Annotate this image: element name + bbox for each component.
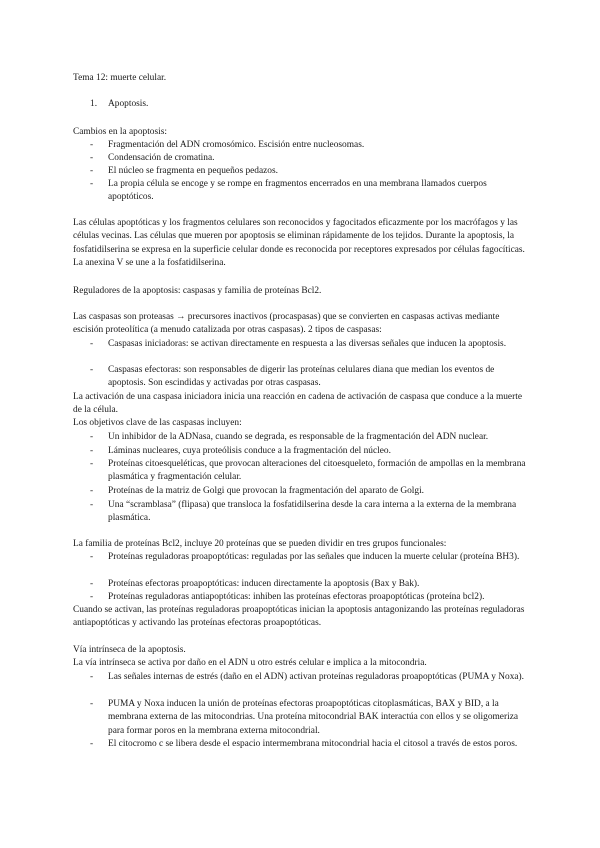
list-item-text: Proteínas efectoras proapoptóticas: inducen directamente la apoptosis (Bax y Bak).: [108, 579, 420, 589]
bullet-dash: -: [90, 739, 94, 749]
section-number: 1.: [90, 99, 98, 109]
bullet-dash: -: [90, 592, 94, 602]
list-item-text: Condensación de cromatina.: [108, 153, 215, 163]
bullet-dash: -: [90, 432, 94, 442]
paragraph-caspasas: Las caspasas son proteasas → precursores inactivos (procaspasas) que se convierten en caspasas activas mediante escisión proteolítica (a menudo catalizada por otras caspasas). 2 tipos de caspasas:: [73, 312, 500, 336]
bullet-dash: -: [90, 446, 94, 456]
list-item-text: Caspasas iniciadoras: se activan directamente en respuesta a las diversas señales que inducen la apoptosis.: [108, 339, 507, 349]
paragraph-activacion: La activación de una caspasa iniciadora inicia una reacción en cadena de activación de caspasa que conduce a la muerte de la célula.: [73, 392, 522, 416]
bullet-dash: -: [90, 459, 94, 469]
paragraph-fagocitosis: Las células apoptóticas y los fragmentos celulares son reconocidos y fagocitados eficazmente por los macrófagos y las células vecinas. Las células que mueren por apoptosis se eliminan rápidamente de los tejidos. Durante la apoptosis, la fosfatidilserina se expresa en la superficie celular donde es reconocida por receptores expresados por células fagocíticas. La anexina V se une a la fosfatidilserina.: [73, 218, 525, 269]
section-apoptosis: [90, 98, 148, 111]
bullet-dash: -: [90, 699, 94, 709]
list-item-text: Caspasas efectoras: son responsables de digerir las proteínas celulares diana que median los eventos de apoptosis. Son escindidas y activadas por otras caspasas.: [108, 365, 495, 389]
list-item-text: PUMA y Noxa inducen la unión de proteínas efectoras proapoptóticas citoplasmáticas, BAX y BID, a la membrana externa de las mitocondrias. Una proteína mitocondrial BAK interactúa con ellos y se oligomeriza para formar poros en la membrana externa mitocondrial.: [108, 699, 519, 736]
paragraph-activacion-bcl2: Cuando se activan, las proteínas reguladoras proapoptóticas inician la apoptosis antagonizando las proteínas reguladoras antiapoptóticas y activando las proteínas efectoras proapoptóticas.: [73, 605, 525, 629]
doc-title: Tema 12: muerte celular.: [73, 73, 167, 83]
bullet-dash: -: [90, 153, 94, 163]
bullet-dash: -: [90, 486, 94, 496]
bullet-dash: -: [90, 552, 94, 562]
list-item-text: El citocromo c se libera desde el espacio intermembrana mitocondrial hacia el citosol a través de estos poros.: [108, 739, 518, 749]
list-item-text: Una “scramblasa” (flipasa) que transloca la fosfatidilserina desde la cara interna a la externa de la membrana plasmática.: [108, 500, 517, 524]
bullet-dash: -: [90, 365, 94, 375]
bullet-dash: -: [90, 672, 94, 682]
list-item-text: Las señales internas de estrés (daño en el ADN) activan proteínas reguladoras proapoptóticas (PUMA y Noxa).: [108, 672, 525, 682]
via-heading: Vía intrínseca de la apoptosis.: [73, 645, 186, 655]
list-item-text: Proteínas reguladoras antiapoptóticas: inhiben las proteínas efectoras proapoptóticas (proteína bcl2).: [108, 592, 485, 602]
list-item-text: La propia célula se encoge y se rompe en fragmentos encerrados en una membrana llamados cuerpos apoptóticos.: [108, 179, 487, 203]
paragraph-bcl2: La familia de proteínas Bcl2, incluye 20 proteínas que se pueden dividir en tres grupos funcionales:: [73, 539, 447, 549]
list-item-text: Proteínas reguladoras proapoptóticas: reguladas por las señales que inducen la muerte celular (proteína BH3).: [108, 552, 520, 562]
bullet-dash: -: [90, 500, 94, 510]
list-item-text: El núcleo se fragmenta en pequeños pedazos.: [108, 166, 278, 176]
bullet-dash: -: [90, 166, 94, 176]
paragraph-via: La vía intrínseca se activa por daño en el ADN u otro estrés celular e implica a la mitocondria.: [73, 658, 427, 668]
cambios-heading: Cambios en la apoptosis:: [73, 127, 168, 137]
list-item-text: Láminas nucleares, cuya proteólisis conduce a la fragmentación del núcleo.: [108, 446, 391, 456]
list-item-text: Proteínas citoesqueléticas, que provocan alteraciones del citoesqueleto, formación de ampollas en la membrana plasmática y fragmentación celular.: [108, 459, 526, 483]
list-item-text: Un inhibidor de la ADNasa, cuando se degrada, es responsable de la fragmentación del ADN nuclear.: [108, 432, 489, 442]
list-item-text: Proteínas de la matriz de Golgi que provocan la fragmentación del aparato de Golgi.: [108, 486, 425, 496]
bullet-dash: -: [90, 339, 94, 349]
section-label: Apoptosis.: [108, 99, 149, 109]
bullet-dash: -: [90, 579, 94, 589]
objetivos-heading: Los objetivos clave de las caspasas incluyen:: [73, 418, 242, 428]
bullet-dash: -: [90, 140, 94, 150]
reguladores-heading: Reguladores de la apoptosis: caspasas y familia de proteínas Bcl2.: [73, 286, 322, 296]
bullet-dash: -: [90, 179, 94, 189]
list-item-text: Fragmentación del ADN cromosómico. Escisión entre nucleosomas.: [108, 140, 365, 150]
